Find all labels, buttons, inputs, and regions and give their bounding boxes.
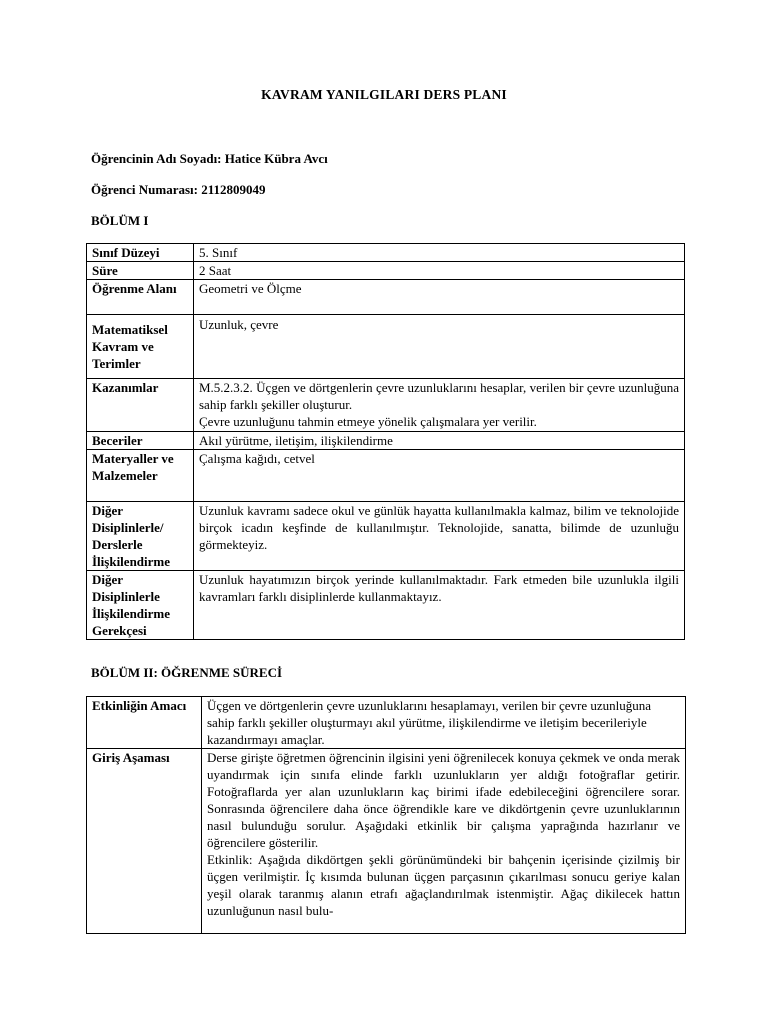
section2-heading: BÖLÜM II: ÖĞRENME SÜRECİ <box>91 665 283 680</box>
table-row <box>87 379 685 432</box>
row-label: Diğer Disiplinlerle/ Derslerle İlişkilendirme <box>87 502 194 571</box>
table-row <box>87 502 685 571</box>
row-value: Geometri ve Ölçme <box>194 280 685 315</box>
activity-text: Etkinlik: Aşağıda dikdörtgen şekli görünümündeki bir bahçenin içerisinde çizilmiş bir üçgen verilmiştir. İç kısımda bulunan üçgen parçasının çıkarılması sonucu geriye kalan yeşil olarak taranmış alanın etrafı ağaçlandırılmak istenmiştir. Ağaç dikilecek hattın uzunluğunun nasıl bulu- <box>207 852 680 918</box>
row-label: Süre <box>87 262 194 280</box>
table-row <box>87 571 685 640</box>
row-value: Üçgen ve dörtgenlerin çevre uzunluklarını hesaplamayı, verilen bir çevre uzunluğuna sahip farklı şekiller oluşturmayı akıl yürütme, ilişkilendirme ve iletişim becerileriyle kazandırmayı amaçlar. <box>202 697 686 749</box>
section1-heading: BÖLÜM I <box>91 213 149 228</box>
row-value: Uzunluk hayatımızın birçok yerinde kullanılmaktadır. Fark etmeden bile uzunlukla ilgili kavramları farklı disiplinlerde kullanmaktayız. <box>194 571 685 640</box>
table-row <box>87 244 685 262</box>
row-label: Öğrenme Alanı <box>87 280 194 315</box>
table-row <box>87 697 686 749</box>
row-label: Etkinliğin Amacı <box>87 697 202 749</box>
row-value: Akıl yürütme, iletişim, ilişkilendirme <box>194 432 685 450</box>
table-row <box>87 262 685 280</box>
lesson-info-table <box>86 243 685 640</box>
outcome-text: M.5.2.3.2. Üçgen ve dörtgenlerin çevre uzunluklarını hesaplar, verilen bir çevre uzunluğuna sahip farklı şekiller oluşturur. <box>199 380 679 412</box>
student-name: Öğrencinin Adı Soyadı: Hatice Kübra Avcı <box>91 151 328 166</box>
row-value: Çalışma kağıdı, cetvel <box>194 450 685 502</box>
row-value: Uzunluk, çevre <box>194 315 685 379</box>
learning-process-table <box>86 696 686 934</box>
outcome-note: Çevre uzunluğunu tahmin etmeye yönelik çalışmalara yer verilir. <box>199 414 537 429</box>
row-value: 2 Saat <box>194 262 685 280</box>
intro-text: Derse girişte öğretmen öğrencinin ilgisini yeni öğrenilecek konuya çekmek ve onda merak uyandırmak için sınıfa elinde farklı uzunlukların yer aldığı fotoğraflar getirir. Fotoğraflarda yer alan uzunlukların kaç birimi ifade edebileceğini öğrencilere sorar. Sonrasında öğrencilere daha önce öğrendikle kare ve dikdörtgenin çevre uzunluklarının nasıl bulunduğu sorulur. Aşağıdaki etkinlik bir çalışma yaprağında hazırlanır ve öğrencilere gösterilir. <box>207 750 680 850</box>
table-row <box>87 432 685 450</box>
row-value: 5. Sınıf <box>194 244 685 262</box>
table-row <box>87 749 686 934</box>
row-value: Uzunluk kavramı sadece okul ve günlük hayatta kullanılmakla kalmaz, bilim ve teknolojide birçok icadın keşfinde de kullanılmıştır. Teknolojide, sanatta, bilimde de uzunluğu görmekteyiz. <box>194 502 685 571</box>
row-label: Beceriler <box>87 432 194 450</box>
page-title: KAVRAM YANILGILARI DERS PLANI <box>261 87 507 102</box>
row-value <box>202 749 686 934</box>
table-row <box>87 315 685 379</box>
row-label: Materyaller ve Malzemeler <box>87 450 194 502</box>
row-label: Sınıf Düzeyi <box>87 244 194 262</box>
row-value <box>194 379 685 432</box>
table-row <box>87 280 685 315</box>
row-label: Giriş Aşaması <box>87 749 202 934</box>
row-label: Diğer Disiplinlerle İlişkilendirme Gerekçesi <box>87 571 194 640</box>
student-number: Öğrenci Numarası: 2112809049 <box>91 182 266 197</box>
table-row <box>87 450 685 502</box>
row-label: Matematiksel Kavram ve Terimler <box>87 315 194 379</box>
row-label: Kazanımlar <box>87 379 194 432</box>
